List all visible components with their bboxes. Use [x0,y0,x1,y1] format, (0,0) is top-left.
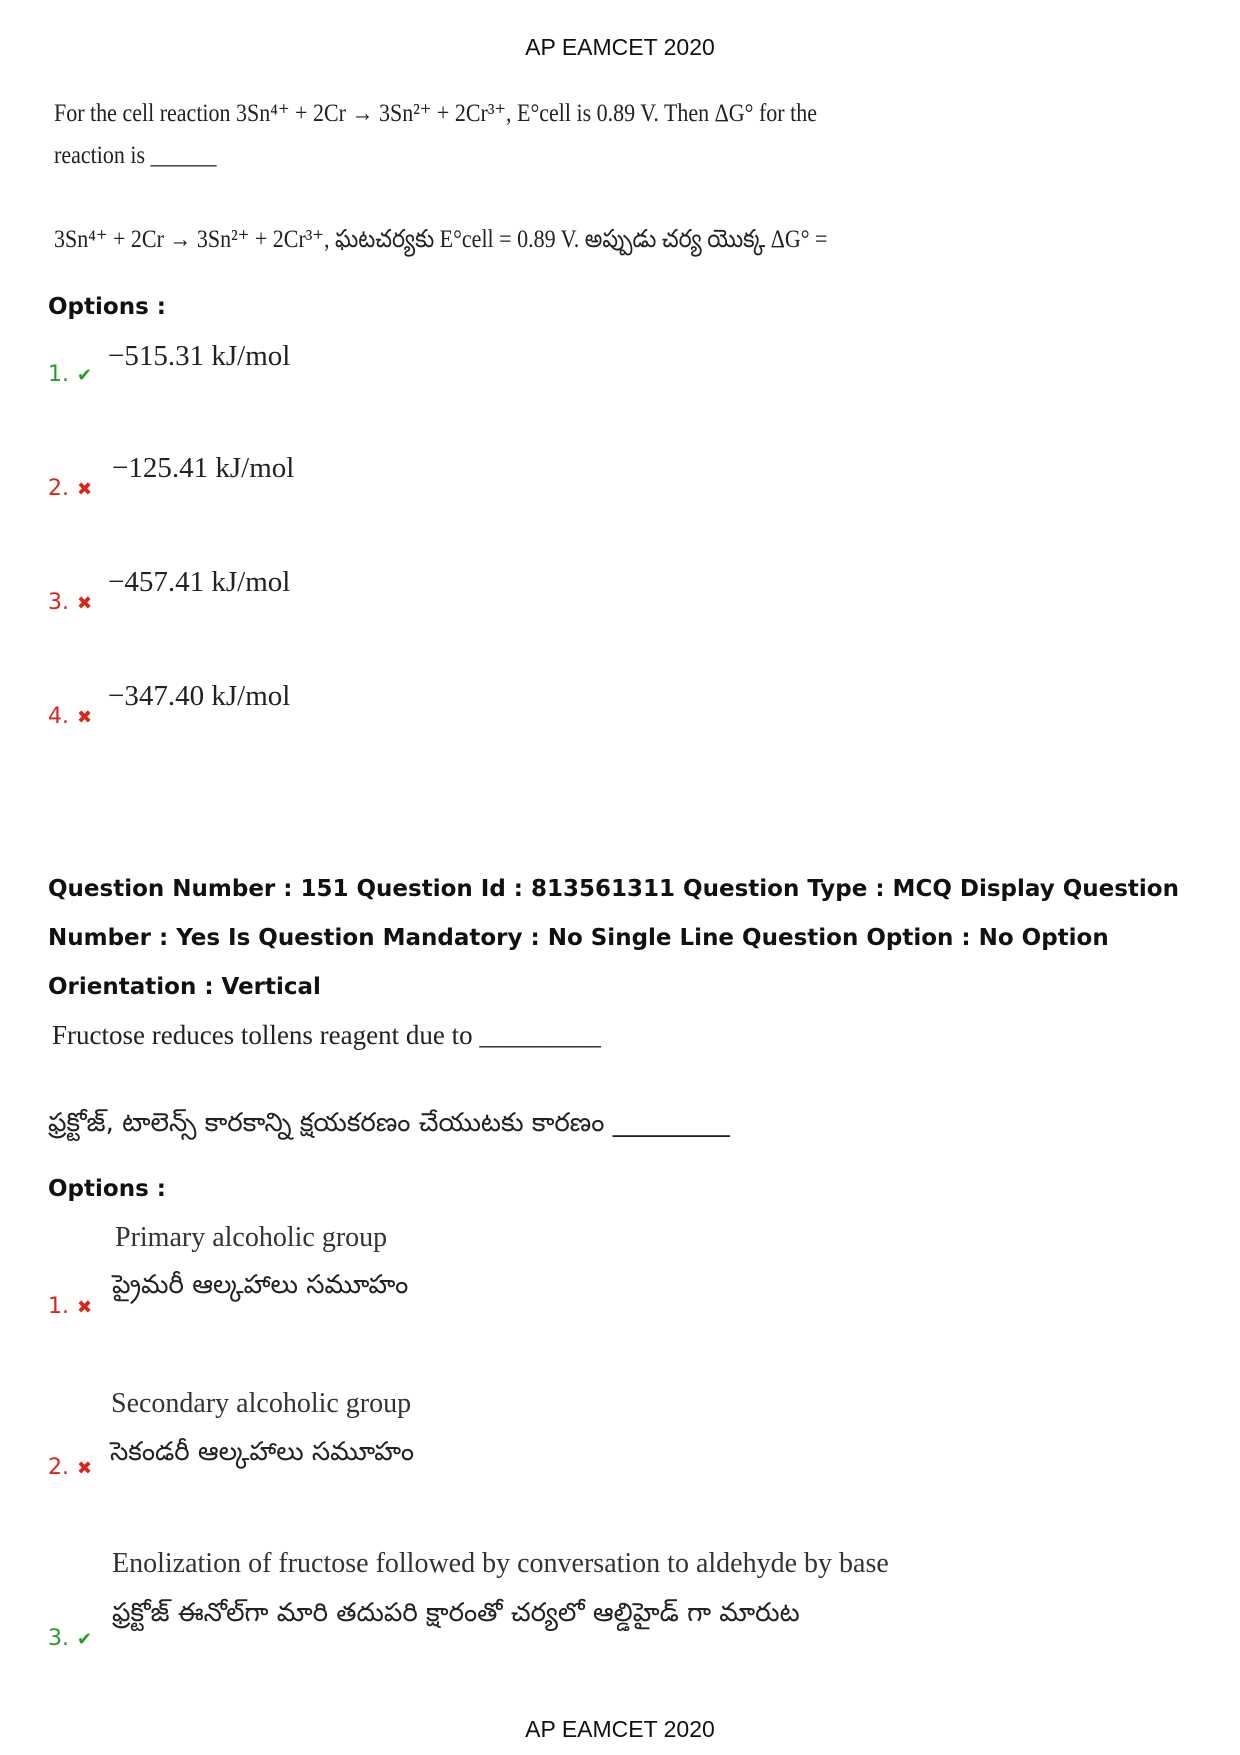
question-150-line1: For the cell reaction 3Sn⁴⁺ + 2Cr → 3Sn²⁺ + 2Cr³⁺, E°cell is 0.89 V. Then ΔG° for the [54,100,818,127]
question-meta-line1: Question Number : 151 Question Id : 813561311 Question Type : MCQ Display Question [48,876,1179,902]
option-value: −515.31 kJ/mol [108,340,291,372]
option-number: 1. [48,362,69,387]
option-value: −347.40 kJ/mol [108,680,291,712]
question-151-text: Fructose reduces tollens reagent due to _________ [52,1020,601,1050]
options-label: Options : [48,294,166,320]
question-meta-line2: Number : Yes Is Question Mandatory : No Single Line Question Option : No Option [48,925,1109,951]
option-telugu: ప్రైమరీ ఆల్కహాలు సమూహం [112,1270,409,1300]
cross-icon: ✖ [77,479,93,500]
option-number: 3. [48,590,69,615]
cross-icon: ✖ [77,1297,93,1318]
question-meta-line3: Orientation : Vertical [48,974,321,1000]
check-icon: ✔ [77,365,93,386]
option-number: 3. [48,1626,69,1651]
option-number: 4. [48,704,69,729]
page-footer: AP EAMCET 2020 [525,1716,715,1742]
option-number: 1. [48,1294,69,1319]
cross-icon: ✖ [77,593,93,614]
question-150-line2: reaction is ______ [54,142,217,169]
cross-icon: ✖ [77,707,93,728]
check-icon: ✔ [77,1629,93,1650]
option-number: 2. [48,476,69,501]
cross-icon: ✖ [77,1458,93,1479]
option-english: Secondary alcoholic group [111,1388,412,1419]
options-label: Options : [48,1176,166,1202]
option-number: 2. [48,1455,69,1480]
option-value: −457.41 kJ/mol [108,566,291,598]
option-value: −125.41 kJ/mol [112,452,295,484]
question-151-telugu: ఫ్రక్టోజ్, టాలెన్స్ కారకాన్ని క్షయకరణం చేయుటకు కారణం _________ [48,1108,730,1138]
option-telugu: ఫ్రక్టోజ్ ఈనోల్‌గా మారి తదుపరి క్షారంతో చర్యలో ఆల్డిహైడ్ గా మారుట [112,1598,800,1628]
option-telugu: సెకండరీ ఆల్కహాలు సమూహం [110,1437,415,1467]
option-english: Primary alcoholic group [115,1222,388,1253]
option-english: Enolization of fructose followed by conversation to aldehyde by base [112,1548,889,1579]
question-150-telugu: 3Sn⁴⁺ + 2Cr → 3Sn²⁺ + 2Cr³⁺, ఘటచర్యకు E°cell = 0.89 V. అప్పుడు చర్య యొక్క ΔG° = [54,226,828,253]
page-header: AP EAMCET 2020 [525,34,715,60]
